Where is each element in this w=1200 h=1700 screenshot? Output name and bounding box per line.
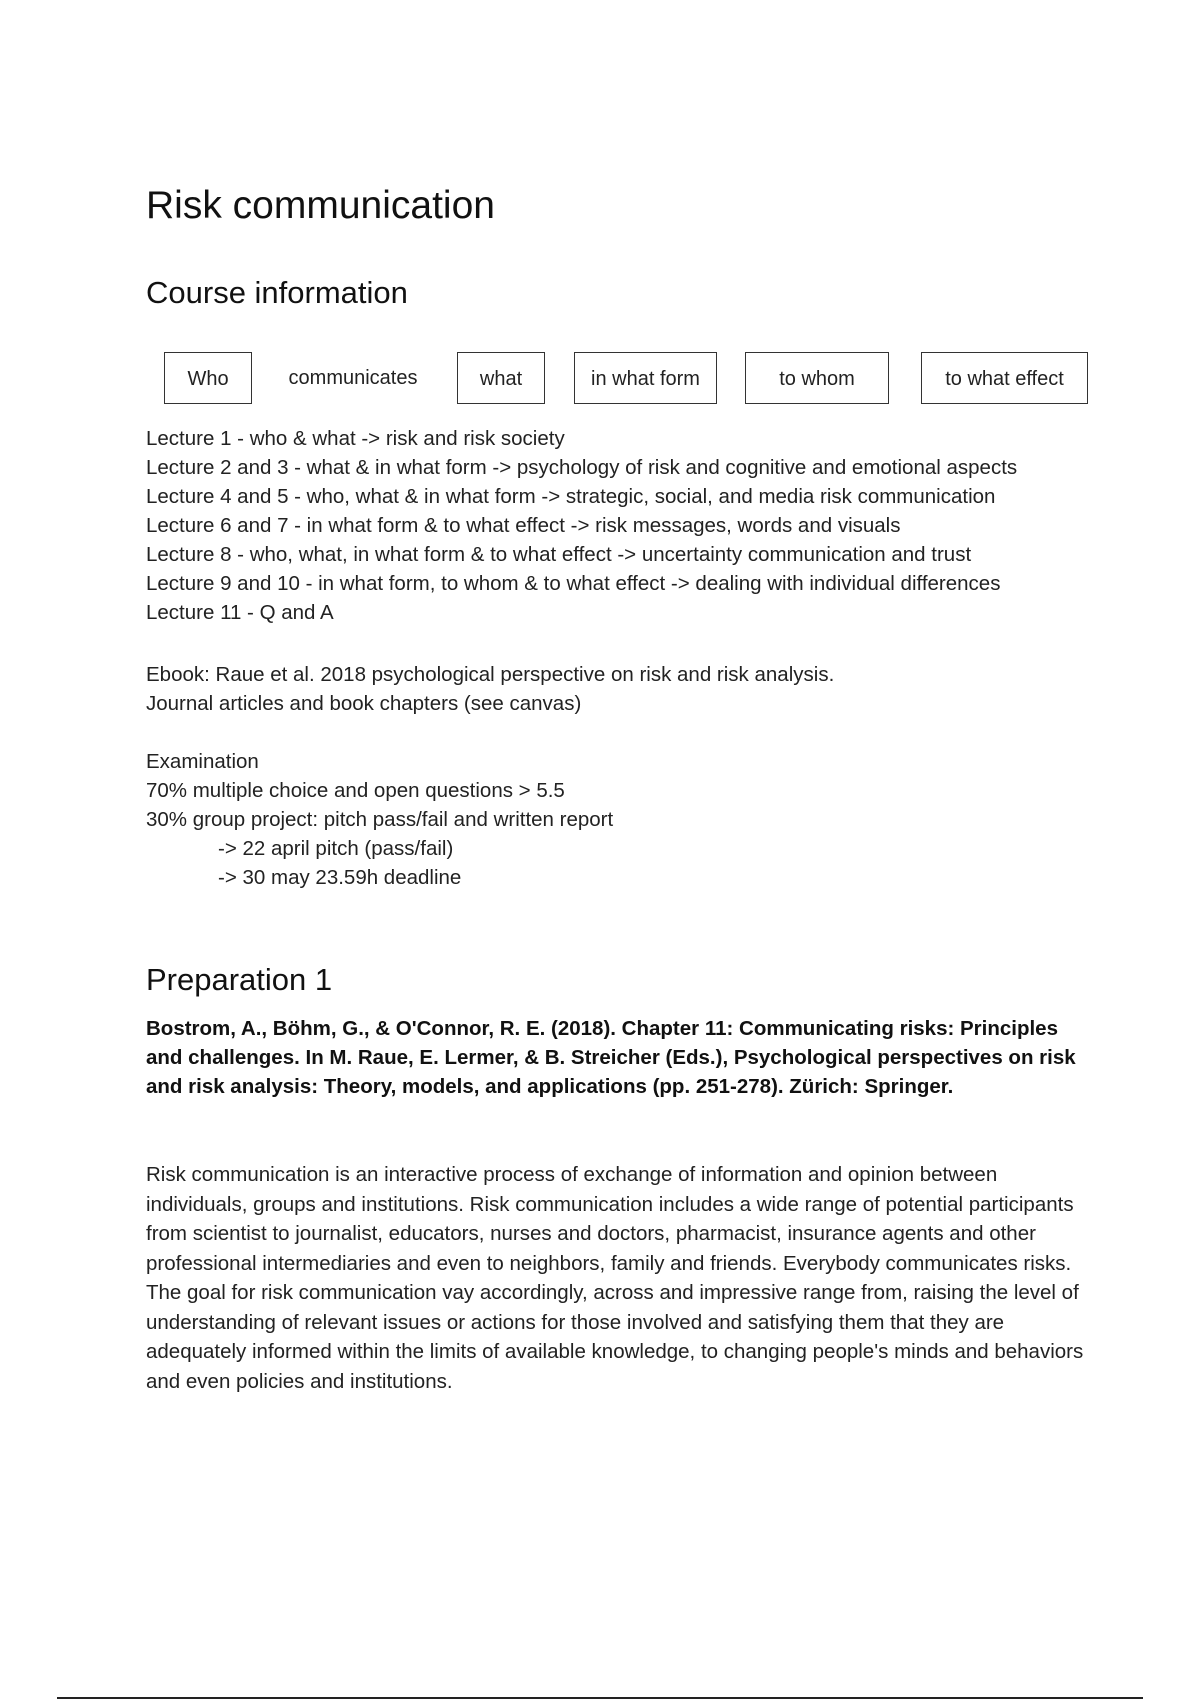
flow-box-what: what: [457, 352, 545, 404]
page-bottom-rule: [57, 1697, 1143, 1699]
communication-flow-diagram: [164, 352, 1104, 406]
lecture-line: Lecture 9 and 10 - in what form, to whom & to what effect -> dealing with individual differences: [146, 572, 1001, 595]
flow-box-to-whom: to whom: [745, 352, 889, 404]
examination-sub-item: -> 22 april pitch (pass/fail): [218, 837, 454, 860]
lecture-line: Lecture 1 - who & what -> risk and risk society: [146, 427, 565, 450]
examination-item: 30% group project: pitch pass/fail and written report: [146, 808, 614, 831]
flow-box-in-what-form: in what form: [574, 352, 717, 404]
lecture-line: Lecture 4 and 5 - who, what & in what form -> strategic, social, and media risk communication: [146, 485, 996, 508]
preparation-paragraph: Risk communication is an interactive process of exchange of information and opinion between individuals, groups and institutions. Risk communication includes a wide range of potential participants from scientist to journalist, educators, nurses and doctors, pharmacist, insurance agents and other professional intermediaries and even to neighbors, family and friends. Everybody communicates risks. The goal for risk communication vay accordingly, across and impressive range from, raising the level of understanding of relevant issues or actions for those involved and satisfying them that they are adequately informed within the limits of available knowledge, to changing people's minds and behaviors and even policies and institutions.: [146, 1163, 1084, 1393]
literature-line: Ebook: Raue et al. 2018 psychological perspective on risk and risk analysis.: [146, 663, 835, 686]
lecture-line: Lecture 8 - who, what, in what form & to what effect -> uncertainty communication and trust: [146, 543, 972, 566]
flow-box-who: Who: [164, 352, 252, 404]
examination-block: [146, 747, 613, 892]
examination-heading: Examination: [146, 750, 259, 773]
lecture-line: Lecture 11 - Q and A: [146, 601, 334, 624]
lecture-line: Lecture 2 and 3 - what & in what form -> psychology of risk and cognitive and emotional aspects: [146, 456, 1018, 479]
examination-item: 70% multiple choice and open questions > 5.5: [146, 779, 565, 802]
document-title: Risk communication: [146, 184, 495, 227]
literature-line: Journal articles and book chapters (see canvas): [146, 692, 582, 715]
course-information-heading: Course information: [146, 275, 408, 310]
flow-box-to-what-effect: to what effect: [921, 352, 1088, 404]
lecture-list: [146, 424, 1017, 627]
preparation-reference: Bostrom, A., Böhm, G., & O'Connor, R. E. (2018). Chapter 11: Communicating risks: Principles and challenges. In M. Raue, E. Lermer, & B. Streicher (Eds.), Psychological perspectives on risk and risk analysis: Theory, models, and applications (pp. 251-278). Zürich: Springer.: [146, 1017, 1076, 1098]
examination-sub-item: -> 30 may 23.59h deadline: [218, 866, 462, 889]
preparation-heading: Preparation 1: [146, 962, 333, 997]
flow-word-communicates: communicates: [288, 367, 418, 389]
literature-list: [146, 660, 834, 718]
lecture-line: Lecture 6 and 7 - in what form & to what effect -> risk messages, words and visuals: [146, 514, 901, 537]
